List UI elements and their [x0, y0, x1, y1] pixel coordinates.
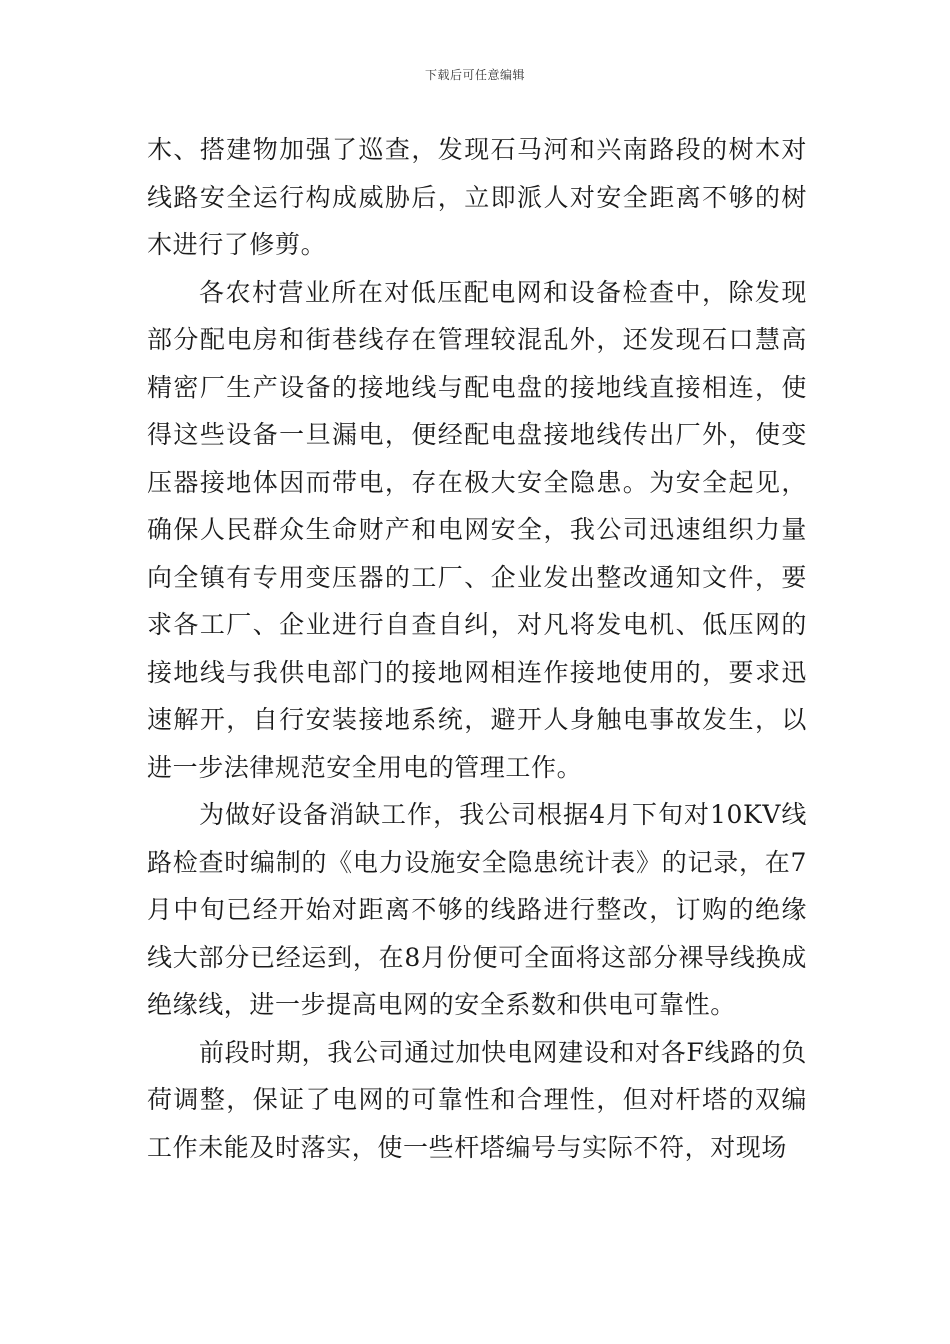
header-note: 下载后可任意编辑	[424, 68, 525, 82]
body-text	[147, 126, 807, 1171]
paragraph-3: 为做好设备消缺工作，我公司根据4月下旬对10KV线路检查时编制的《电力设施安全隐患统计表》的记录，在7月中旬已经开始对距离不够的线路进行整改，订购的绝缘线大部分已经运到，在8月份便可全面将这部分裸导线换成绝缘线，进一步提高电网的安全系数和供电可靠性。	[147, 800, 807, 1019]
paragraph-4: 前段时期，我公司通过加快电网建设和对各F线路的负荷调整，保证了电网的可靠性和合理性，但对杆塔的双编工作未能及时落实，使一些杆塔编号与实际不符，对现场	[147, 1037, 807, 1162]
paragraph-2: 各农村营业所在对低压配电网和设备检查中，除发现部分配电房和街巷线存在管理较混乱外，还发现石口慧高精密厂生产设备的接地线与配电盘的接地线直接相连，使得这些设备一旦漏电，便经配电盘接地线传出厂外，使变压器接地体因而带电，存在极大安全隐患。为安全起见，确保人民群众生命财产和电网安全，我公司迅速组织力量向全镇有专用变压器的工厂、企业发出整改通知文件，要求各工厂、企业进行自查自纠，对凡将发电机、低压网的接地线与我供电部门的接地网相连作接地使用的，要求迅速解开，自行安装接地系统，避开人身触电事故发生，以进一步法律规范安全用电的管理工作。	[147, 277, 807, 782]
paragraph-1: 木、搭建物加强了巡查，发现石马河和兴南路段的树木对线路安全运行构成威胁后，立即派人对安全距离不够的树木进行了修剪。	[147, 135, 807, 259]
